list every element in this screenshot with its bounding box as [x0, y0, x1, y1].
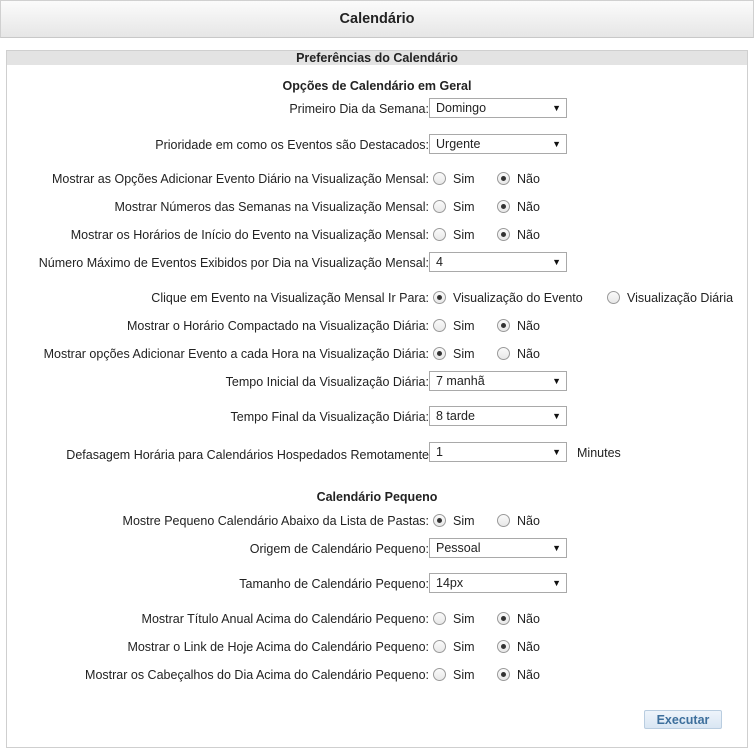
- add-daily-monthly-radio-sim[interactable]: [433, 172, 446, 185]
- week-start-select[interactable]: [429, 98, 567, 118]
- chevron-down-icon: ▼: [552, 411, 561, 421]
- row-start-times: [7, 224, 747, 246]
- time-offset-value: 1: [436, 445, 443, 459]
- origin-select[interactable]: [429, 538, 567, 558]
- start-times-sim-label: Sim: [453, 228, 475, 242]
- click-event-radio-daily-view[interactable]: [607, 291, 620, 304]
- row-day-headers: [7, 664, 747, 686]
- chevron-down-icon: ▼: [552, 139, 561, 149]
- priority-value: Urgente: [436, 137, 481, 151]
- row-add-daily-monthly: [7, 168, 747, 190]
- chevron-down-icon: ▼: [552, 543, 561, 553]
- add-daily-monthly-label: Mostrar as Opções Adicionar Evento Diário na Visualização Mensal:: [51, 172, 429, 186]
- show-below-radio-nao[interactable]: [497, 514, 510, 527]
- show-below-radio-sim[interactable]: [433, 514, 446, 527]
- click-event-label: Clique em Evento na Visualização Mensal Ir Para:: [151, 291, 429, 305]
- compact-time-radio-sim[interactable]: [433, 319, 446, 332]
- day-start-select[interactable]: [429, 371, 567, 391]
- year-title-sim-label: Sim: [453, 612, 475, 626]
- preferences-panel: [6, 50, 748, 748]
- row-week-numbers: [7, 196, 747, 218]
- week-numbers-nao-label: Não: [517, 200, 540, 214]
- day-start-label: Tempo Inicial da Visualização Diária:: [225, 375, 429, 389]
- add-daily-monthly-sim-label: Sim: [453, 172, 475, 186]
- week-start-value: Domingo: [436, 101, 487, 115]
- day-end-select[interactable]: [429, 406, 567, 426]
- row-priority: [7, 134, 747, 156]
- window-title: Calendário: [0, 0, 754, 38]
- small-calendar-heading: Calendário Pequeno: [316, 490, 438, 504]
- row-origin: [7, 538, 747, 560]
- submit-button[interactable]: Executar: [644, 710, 722, 729]
- chevron-down-icon: ▼: [552, 257, 561, 267]
- add-hourly-nao-label: Não: [517, 347, 540, 361]
- row-click-event: [7, 287, 747, 309]
- row-day-start: [7, 371, 747, 393]
- add-hourly-label: Mostrar opções Adicionar Evento a cada Hora na Visualização Diária:: [43, 347, 429, 361]
- day-start-value: 7 manhã: [436, 374, 485, 388]
- row-year-title: [7, 608, 747, 630]
- compact-time-radio-nao[interactable]: [497, 319, 510, 332]
- add-hourly-sim-label: Sim: [453, 347, 475, 361]
- origin-label: Origem de Calendário Pequeno:: [249, 542, 429, 556]
- add-hourly-radio-sim[interactable]: [433, 347, 446, 360]
- time-offset-label: Defasagem Horária para Calendários Hospedados Remotamente: [66, 448, 429, 462]
- chevron-down-icon: ▼: [552, 447, 561, 457]
- week-numbers-radio-nao[interactable]: [497, 200, 510, 213]
- week-start-label: Primeiro Dia da Semana:: [289, 102, 429, 116]
- max-events-select[interactable]: [429, 252, 567, 272]
- time-offset-unit: Minutes: [577, 446, 621, 460]
- row-size: [7, 573, 747, 595]
- priority-label: Prioridade em como os Eventos são Destacados:: [155, 138, 429, 152]
- compact-time-label: Mostrar o Horário Compactado na Visualização Diária:: [127, 319, 429, 333]
- row-time-offset: [7, 442, 747, 464]
- today-link-radio-sim[interactable]: [433, 640, 446, 653]
- day-headers-nao-label: Não: [517, 668, 540, 682]
- click-event-event-view-label: Visualização do Evento: [453, 291, 583, 305]
- add-daily-monthly-nao-label: Não: [517, 172, 540, 186]
- row-week-start: [7, 98, 747, 120]
- week-numbers-label: Mostrar Números das Semanas na Visualização Mensal:: [114, 200, 429, 214]
- today-link-nao-label: Não: [517, 640, 540, 654]
- today-link-sim-label: Sim: [453, 640, 475, 654]
- show-below-label: Mostre Pequeno Calendário Abaixo da Lista de Pastas:: [122, 514, 429, 528]
- add-daily-monthly-radio-nao[interactable]: [497, 172, 510, 185]
- today-link-radio-nao[interactable]: [497, 640, 510, 653]
- chevron-down-icon: ▼: [552, 376, 561, 386]
- size-label: Tamanho de Calendário Pequeno:: [239, 577, 429, 591]
- click-event-daily-view-label: Visualização Diária: [627, 291, 734, 305]
- start-times-radio-nao[interactable]: [497, 228, 510, 241]
- week-numbers-sim-label: Sim: [453, 200, 475, 214]
- max-events-value: 4: [436, 255, 443, 269]
- row-compact-time: [7, 315, 747, 337]
- click-event-radio-event-view[interactable]: [433, 291, 446, 304]
- max-events-label: Número Máximo de Eventos Exibidos por Dia na Visualização Mensal:: [38, 256, 429, 270]
- row-max-events: [7, 252, 747, 274]
- day-headers-radio-nao[interactable]: [497, 668, 510, 681]
- year-title-nao-label: Não: [517, 612, 540, 626]
- year-title-label: Mostrar Título Anual Acima do Calendário Pequeno:: [141, 612, 429, 626]
- start-times-radio-sim[interactable]: [433, 228, 446, 241]
- row-show-below: [7, 510, 747, 532]
- year-title-radio-nao[interactable]: [497, 612, 510, 625]
- compact-time-nao-label: Não: [517, 319, 540, 333]
- priority-select[interactable]: [429, 134, 567, 154]
- year-title-radio-sim[interactable]: [433, 612, 446, 625]
- row-day-end: [7, 406, 747, 428]
- start-times-label: Mostrar os Horários de Início do Evento na Visualização Mensal:: [70, 228, 429, 242]
- day-end-value: 8 tarde: [436, 409, 475, 423]
- show-below-sim-label: Sim: [453, 514, 475, 528]
- week-numbers-radio-sim[interactable]: [433, 200, 446, 213]
- chevron-down-icon: ▼: [552, 578, 561, 588]
- panel-title: Preferências do Calendário: [7, 51, 747, 65]
- day-headers-sim-label: Sim: [453, 668, 475, 682]
- day-headers-label: Mostrar os Cabeçalhos do Dia Acima do Calendário Pequeno:: [85, 668, 429, 682]
- size-select[interactable]: [429, 573, 567, 593]
- today-link-label: Mostrar o Link de Hoje Acima do Calendário Pequeno:: [127, 640, 429, 654]
- row-add-hourly: [7, 343, 747, 365]
- general-options-heading: Opções de Calendário em Geral: [282, 79, 472, 93]
- compact-time-sim-label: Sim: [453, 319, 475, 333]
- add-hourly-radio-nao[interactable]: [497, 347, 510, 360]
- row-today-link: [7, 636, 747, 658]
- size-value: 14px: [436, 576, 464, 590]
- chevron-down-icon: ▼: [552, 103, 561, 113]
- start-times-nao-label: Não: [517, 228, 540, 242]
- show-below-nao-label: Não: [517, 514, 540, 528]
- day-headers-radio-sim[interactable]: [433, 668, 446, 681]
- day-end-label: Tempo Final da Visualização Diária:: [230, 410, 429, 424]
- origin-value: Pessoal: [436, 541, 481, 555]
- time-offset-select[interactable]: [429, 442, 567, 462]
